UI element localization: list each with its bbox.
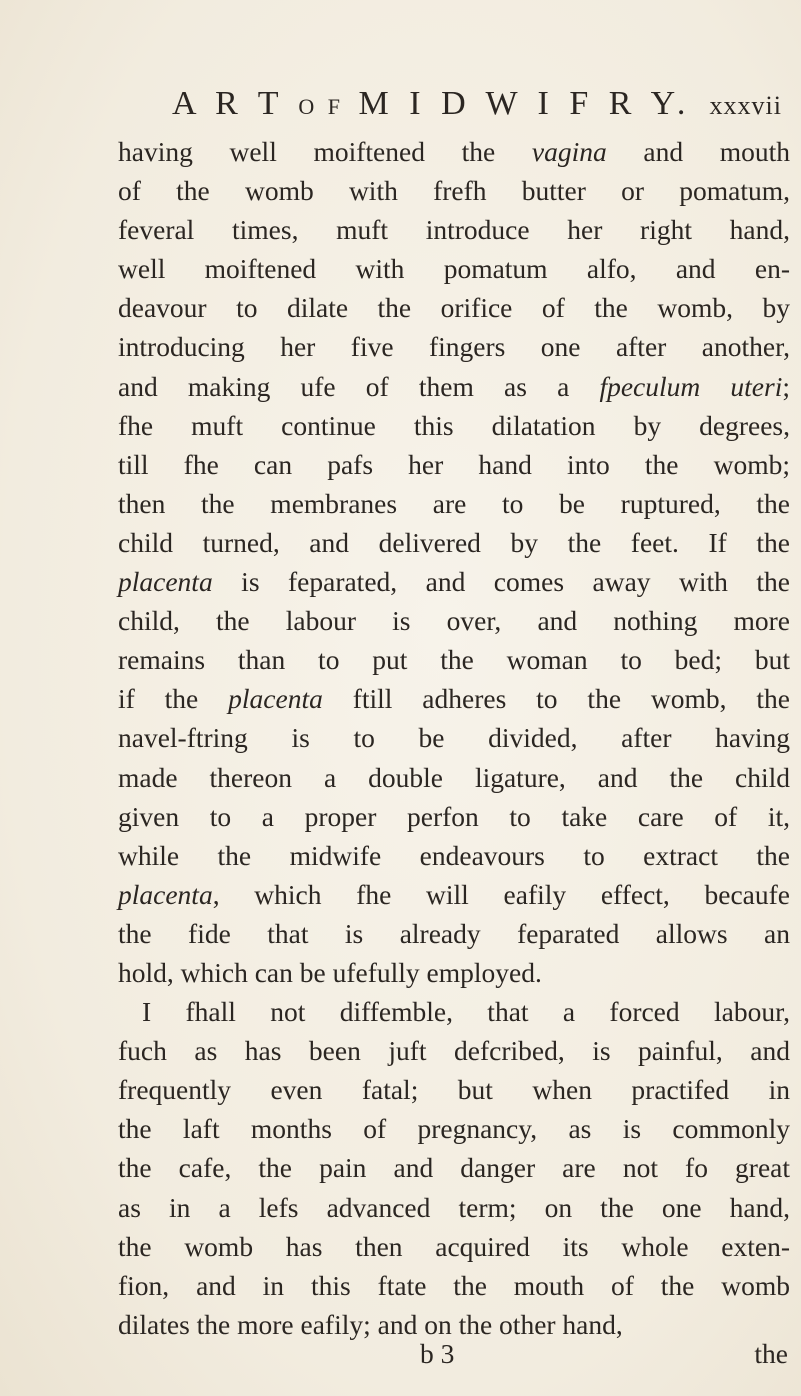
- line-text: introducing her five fingers one after another,: [118, 331, 790, 363]
- line-text: of the womb with frefh butter or pomatum,: [118, 175, 790, 207]
- text-line: [118, 523, 790, 562]
- text-line: [118, 1188, 790, 1227]
- text-line: [118, 640, 790, 679]
- line-text: ;: [782, 370, 790, 402]
- catchword: the: [754, 1338, 788, 1369]
- line-text: child, the labour is over, and nothing more: [118, 605, 790, 637]
- text-line: [118, 836, 790, 875]
- title-art: A R T: [172, 85, 284, 122]
- signature-mark: b 3: [420, 1338, 455, 1369]
- text-line: [118, 484, 790, 523]
- title-of: O F: [298, 94, 345, 119]
- line-text: fuch as has been juft defcribed, is painful, and: [118, 1035, 790, 1067]
- title-midwifry: M I D W I F R Y.: [358, 85, 692, 122]
- italic-term: vagina: [531, 136, 607, 167]
- line-text: , which fhe will eafily effect, becaufe: [212, 878, 790, 910]
- text-line: [118, 718, 790, 757]
- text-line: [118, 992, 790, 1031]
- page-number: xxxvii: [709, 91, 782, 120]
- text-line: [118, 1070, 790, 1109]
- line-text: remains than to put the woman to bed; but: [118, 644, 790, 676]
- text-line: [118, 797, 790, 836]
- text-line: [118, 249, 790, 288]
- line-text: till fhe can pafs her hand into the womb;: [118, 448, 790, 480]
- text-line: [118, 1031, 790, 1070]
- text-line: [118, 562, 790, 601]
- line-text: frequently even fatal; but when practifed in: [118, 1074, 790, 1106]
- line-text: given to a proper perfon to take care of it,: [118, 800, 790, 832]
- text-line: [118, 758, 790, 797]
- text-line: [118, 601, 790, 640]
- italic-term: placenta: [118, 878, 213, 910]
- line-text: the laft months of pregnancy, as is commonly: [118, 1113, 790, 1145]
- line-text: fion, and in this ftate the mouth of the womb: [118, 1269, 790, 1301]
- text-line: [118, 1227, 790, 1266]
- text-line: [118, 1266, 790, 1305]
- line-text: the fide that is already feparated allows an: [118, 917, 790, 949]
- text-line: [118, 875, 790, 914]
- running-head: [172, 84, 782, 124]
- line-text: made thereon a double ligature, and the child: [118, 761, 790, 793]
- line-text: having well moiftened the: [118, 136, 532, 167]
- text-line: [118, 132, 790, 171]
- line-text: fhe muft continue this dilatation by degrees,: [118, 409, 790, 441]
- italic-term: fpeculum uteri: [599, 370, 783, 402]
- italic-term: placenta: [228, 683, 323, 715]
- line-text: is feparated, and comes away with the: [212, 566, 790, 598]
- line-text: if the: [118, 683, 229, 715]
- text-line: [118, 953, 790, 992]
- text-line: [118, 1109, 790, 1148]
- line-text: as in a lefs advanced term; on the one hand,: [118, 1191, 790, 1223]
- line-text: while the midwife endeavours to extract the: [118, 839, 790, 871]
- running-head-title: [172, 84, 691, 127]
- text-line: [118, 445, 790, 484]
- text-line: [118, 327, 790, 366]
- line-text: then the membranes are to be ruptured, the: [118, 487, 790, 519]
- line-text: feveral times, muft introduce her right hand,: [118, 214, 790, 246]
- line-text: I fhall not diffemble, that a forced labour,: [142, 996, 790, 1028]
- line-text: dilates the more eafily; and on the other hand,: [118, 1308, 623, 1340]
- text-line: [118, 1148, 790, 1187]
- text-line: [118, 406, 790, 445]
- line-text: hold, which can be ufefully employed.: [118, 956, 542, 988]
- line-text: child turned, and delivered by the feet. If the: [118, 526, 790, 558]
- text-line: [118, 210, 790, 249]
- page-footer: [118, 1334, 790, 1374]
- line-text: and mouth: [606, 136, 790, 167]
- line-text: well moiftened with pomatum alfo, and en-: [118, 253, 790, 285]
- text-line: [118, 679, 790, 718]
- line-text: the womb has then acquired its whole exten-: [118, 1230, 790, 1262]
- italic-term: placenta: [118, 566, 213, 598]
- text-line: [118, 171, 790, 210]
- text-line: [118, 288, 790, 327]
- line-text: the cafe, the pain and danger are not fo great: [118, 1152, 790, 1184]
- text-line: [118, 914, 790, 953]
- line-text: ftill adheres to the womb, the: [322, 683, 790, 715]
- text-line: [118, 367, 790, 406]
- line-text: navel-ftring is to be divided, after having: [118, 722, 790, 754]
- body-text: [118, 132, 790, 1344]
- line-text: deavour to dilate the orifice of the womb, by: [118, 292, 790, 324]
- line-text: and making ufe of them as a: [118, 370, 600, 402]
